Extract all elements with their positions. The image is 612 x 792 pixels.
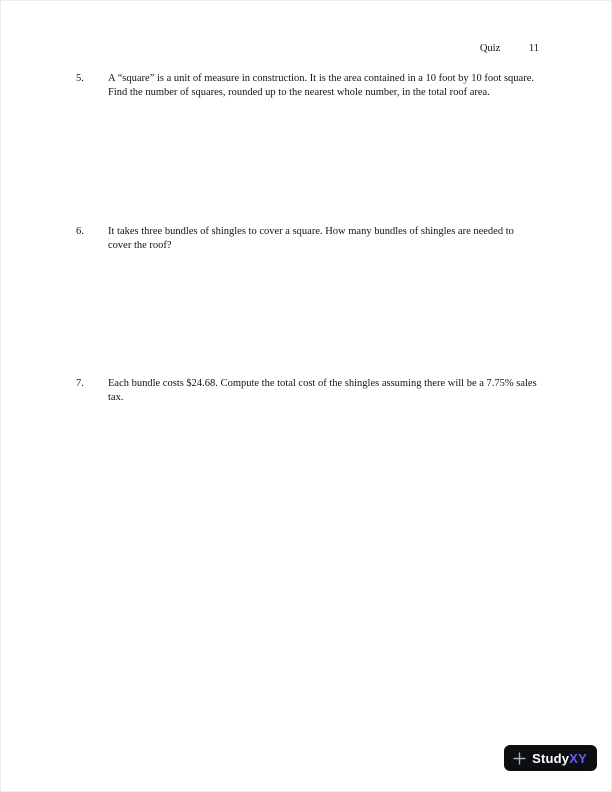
- question-5-text: A “square” is a unit of measure in construction. It is the area contained in a 10 foot by 10 foot square. Find the number of squares, rounded up to the nearest whole number, in the total roof area.: [108, 73, 534, 98]
- header-title: Quiz: [479, 43, 501, 54]
- question-6: [76, 225, 539, 252]
- question-6-text: It takes three bundles of shingles to cover a square. How many bundles of shingles are needed to cover the roof?: [108, 226, 514, 251]
- studyxy-watermark-badge[interactable]: [504, 745, 597, 771]
- question-7: [76, 377, 539, 404]
- question-5-number: 5.: [76, 73, 84, 84]
- brand-xy: XY: [569, 750, 587, 766]
- brand-study: Study: [532, 750, 570, 766]
- question-6-number: 6.: [76, 226, 84, 237]
- question-7-text: Each bundle costs $24.68. Compute the total cost of the shingles assuming there will be a 7.75% sales tax.: [108, 378, 537, 403]
- question-7-number: 7.: [76, 378, 84, 389]
- question-5: [76, 72, 539, 99]
- brand-text: [532, 751, 587, 766]
- header-page-number: 11: [528, 43, 539, 54]
- plus-icon: [513, 752, 526, 765]
- page-header: [480, 43, 539, 54]
